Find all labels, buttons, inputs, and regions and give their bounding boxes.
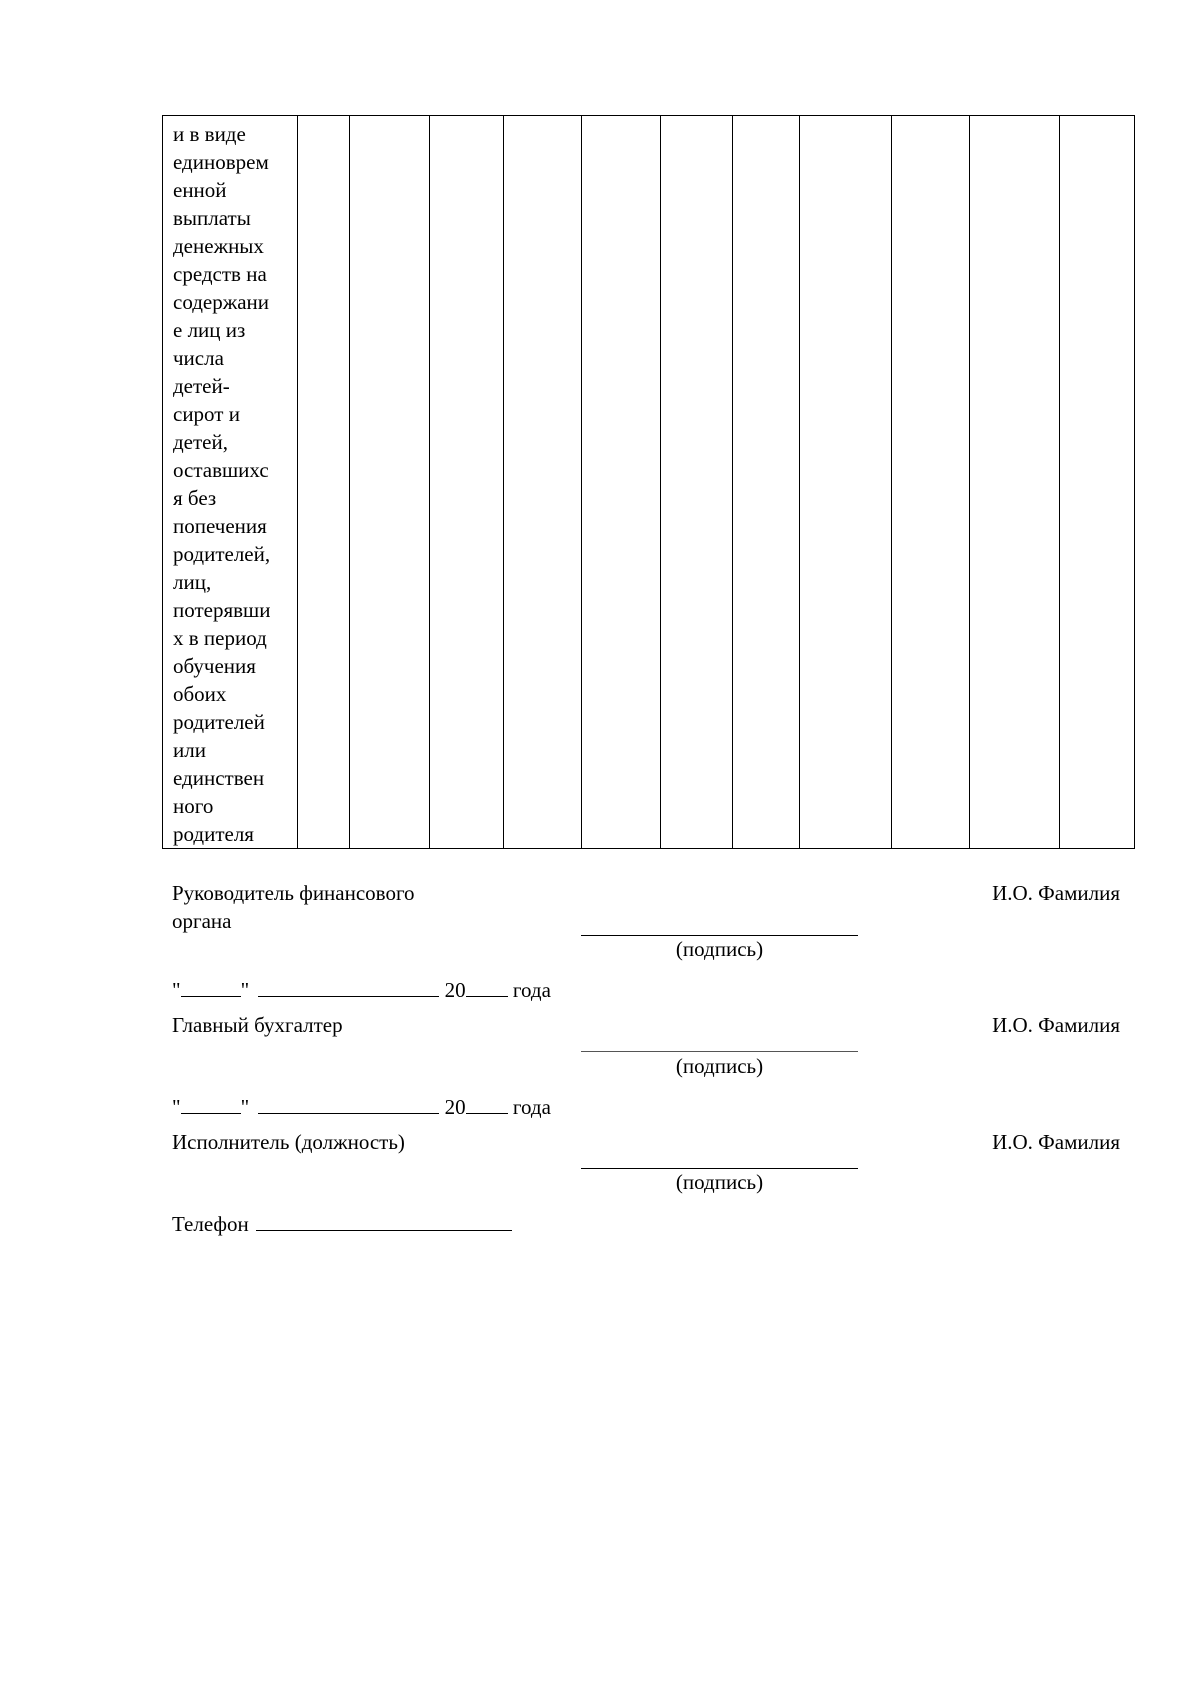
row-label-cell [163,116,298,849]
table-cell [350,116,430,849]
phone-line [172,1210,512,1238]
report-table [162,115,1135,849]
day-field[interactable] [181,976,241,997]
table-cell [799,116,892,849]
year-suffix: года [512,978,551,1002]
year-field[interactable] [466,1093,508,1114]
year-suffix: года [512,1095,551,1119]
day-field[interactable] [181,1093,241,1114]
table-cell [504,116,582,849]
phone-field[interactable] [256,1210,512,1231]
date-quote-close: " [240,978,250,1002]
head-signature-caption: (подпись) [675,937,764,961]
year-prefix: 20 [444,978,466,1002]
table-cell [581,116,660,849]
executor-title: Исполнитель (должность) [172,1130,405,1154]
table-row [163,116,1135,849]
date-quote-close: " [240,1095,250,1119]
month-field[interactable] [258,976,439,997]
head-name: И.О. Фамилия [992,881,1120,905]
table-cell [1060,116,1135,849]
date-line-1 [172,976,551,1004]
executor-name: И.О. Фамилия [992,1130,1120,1154]
table-cell [429,116,504,849]
year-field[interactable] [466,976,508,997]
year-prefix: 20 [444,1095,466,1119]
executor-signature-caption: (подпись) [675,1170,764,1194]
chief-accountant-signature-caption: (подпись) [675,1054,764,1078]
date-line-2 [172,1093,551,1121]
chief-accountant-name: И.О. Фамилия [992,1013,1120,1037]
chief-accountant-title: Главный бухгалтер [172,1013,343,1037]
table-cell [297,116,349,849]
table-cell [660,116,733,849]
table-cell [969,116,1060,849]
table-cell [733,116,799,849]
head-title-line1: Руководитель финансового [172,881,415,905]
head-title-line2: органа [172,909,232,933]
date-quote-open: " [172,978,181,1002]
phone-label: Телефон [172,1212,249,1236]
date-quote-open: " [172,1095,181,1119]
table-cell [892,116,970,849]
row-label-text: и в виде единоврем енной выплаты денежных средств на содержани е лиц из числа детей- сирот и детей, оставшихс я без попечения родителей, лиц, потерявши х в период обучения обоих родителей или единствен ного родителя [173,122,271,846]
month-field[interactable] [258,1093,439,1114]
